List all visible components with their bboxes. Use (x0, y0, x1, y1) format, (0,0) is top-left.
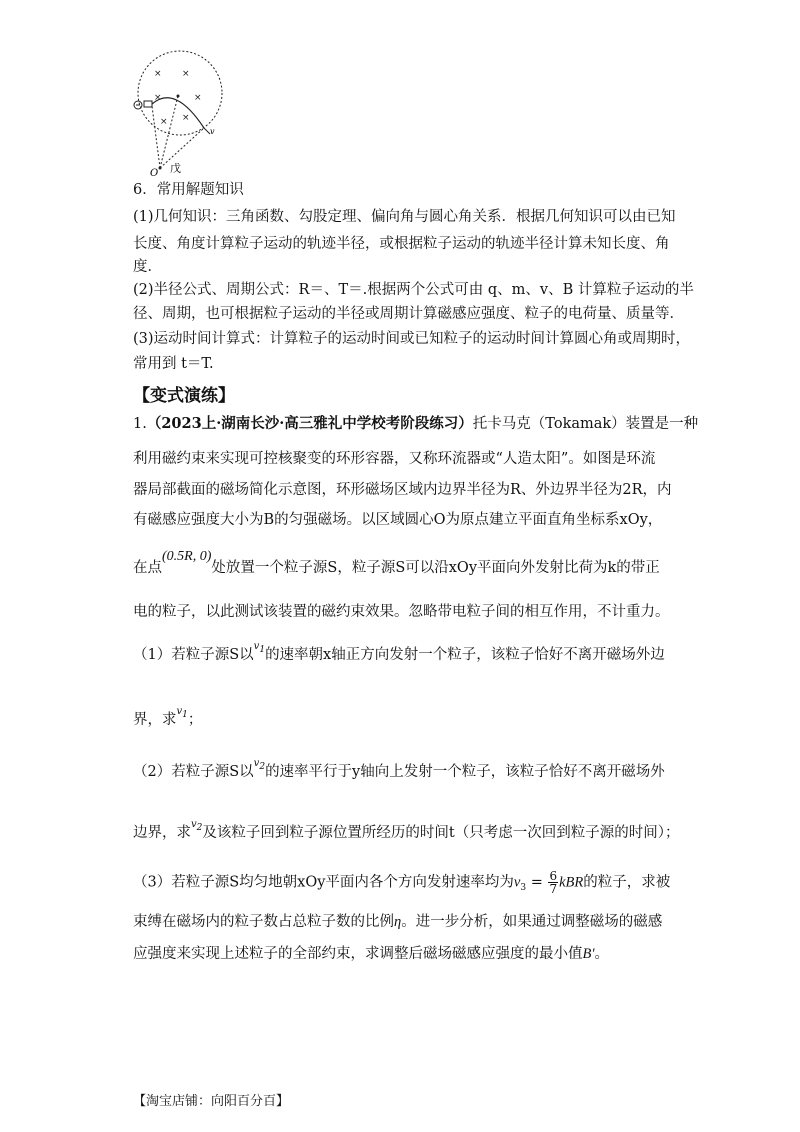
problem-line-5 (133, 549, 660, 579)
q3-fraction (548, 870, 558, 895)
q3-text-f: 。 (594, 946, 610, 962)
question-1-line-2 (133, 706, 203, 732)
question-3-line-1 (133, 870, 670, 895)
q1-v-symbol-2: v (176, 706, 183, 717)
q2-v2 (253, 758, 266, 772)
q1-v1 (253, 641, 266, 655)
q3-equals: = (526, 874, 548, 891)
section-6-p1a: (1)几何知识：三角函数、勾股定理、偏向角与圆心角关系．根据几何知识可以由已知 (133, 209, 676, 225)
svg-text:×: × (182, 69, 190, 79)
svg-text:×: × (154, 69, 162, 79)
q3-v-symbol: v (513, 874, 521, 891)
q2-v-sub-2: 2 (196, 823, 203, 833)
problem-line-6: 电的粒子，以此测试该装置的磁约束效果。忽略带电粒子间的相互作用，不计重力。 (133, 604, 670, 620)
problem-line-4: 有磁感应强度大小为B的匀强磁场。以区域圆心O为原点建立平面直角坐标系xOy， (133, 512, 663, 528)
q2-text-d: 及该粒子回到粒子源位置所经历的时间t（只考虑一次回到粒子源的时间）； (202, 825, 680, 841)
magnetic-field-figure (130, 48, 230, 178)
q2-text-b: 的速率平行于y轴向上发射一个粒子，该粒子恰好不离开磁场外 (265, 764, 665, 780)
q3-text-b: 的粒子，求被 (583, 874, 671, 891)
q2-v-sub: 2 (259, 762, 266, 772)
source-point: (0.5R, 0) (162, 549, 212, 564)
practice-heading: 【变式演练】 (133, 386, 235, 406)
section-6-title: 6．常用解题知识 (133, 182, 244, 198)
q3-eta: η (394, 914, 402, 930)
svg-text:×: × (160, 117, 168, 127)
q1-v1-ask (176, 706, 188, 720)
section-6-p1b: 长度、角度计算粒子运动的轨迹半径，或根据粒子运动的轨迹半径计算未知长度、角 (133, 236, 670, 252)
question-3-line-2 (133, 912, 662, 932)
origin-label: O (150, 168, 159, 178)
q2-v-symbol: v (253, 758, 260, 769)
problem-text-5a: 在点 (133, 560, 162, 576)
problem-line-1 (133, 414, 698, 434)
q1-text-d: ； (187, 712, 203, 728)
q1-v-sub: 1 (259, 645, 266, 655)
q2-text-c: 边界，求 (133, 825, 191, 841)
q2-v-symbol-2: v (191, 819, 197, 830)
footer-shop-label: 【淘宝店铺：向阳百分百】 (133, 1094, 290, 1109)
q3-bprime: B′ (582, 946, 595, 962)
q3-denominator: 7 (549, 882, 558, 896)
svg-text:×: × (182, 113, 190, 123)
question-1-line-1 (133, 641, 665, 667)
q3-text-d: 。进一步分析，如果通过调整磁场的磁感 (401, 914, 663, 930)
problem-text-5b: 处放置一个粒子源S，粒子源S可以沿xOy平面向外发射比荷为k的带正 (211, 560, 660, 576)
q3-text-c: 束缚在磁场内的粒子数占总粒子数的比例 (133, 914, 394, 930)
q1-text-c: 界，求 (133, 712, 177, 728)
section-6-p3a: (3)运动时间计算式：计算粒子的运动时间或已知粒子的运动时间计算圆心角或周期时， (133, 331, 691, 347)
section-6-p2b: 径、周期，也可根据粒子运动的半径或周期计算磁感应强度、粒子的电荷量、质量等． (133, 306, 684, 322)
q2-v2-ask (191, 819, 203, 833)
section-6-p2a: (2)半径公式、周期公式：R＝、T＝.根据两个公式可由 q、m、v、B 计算粒子运动的半 (133, 282, 694, 298)
problem-text-1: 托卡马克（Tokamak）装置是一种 (472, 416, 699, 432)
problem-source: （2023上·湖南长沙·高三雅礼中学校考阶段练习） (146, 415, 473, 432)
q1-v-symbol: v (253, 641, 260, 652)
problem-line-2: 利用磁约束来实现可控核聚变的环形容器，又称环流器或“人造太阳”。如图是环流 (133, 451, 656, 467)
svg-text:×: × (194, 93, 202, 103)
svg-text:×: × (154, 93, 162, 103)
q3-v-sub: 3 (520, 882, 527, 893)
q3-text-a: （3）若粒子源S均匀地朝xOy平面内各个方向发射速率均为 (133, 874, 514, 891)
section-6-p1c: 度． (133, 259, 162, 275)
q2-text-a: （2）若粒子源S以 (133, 764, 254, 780)
q1-text-b: 的速率朝x轴正方向发射一个粒子，该粒子恰好不离开磁场外边 (265, 647, 665, 663)
problem-line-3: 器局部截面的磁场简化示意图，环形磁场区域内边界半径为R、外边界半径为2R，内 (133, 482, 672, 498)
q3-numerator: 6 (549, 869, 558, 883)
question-3-line-3 (133, 944, 609, 964)
q3-text-e: 应强度来实现上述粒子的全部约束，求调整后磁场磁感应强度的最小值 (133, 946, 583, 962)
velocity-label: v (210, 127, 215, 136)
question-2-line-1 (133, 758, 665, 784)
problem-number: 1. (133, 416, 147, 432)
question-2-line-2 (133, 819, 680, 845)
q1-v-sub-2: 1 (182, 710, 188, 720)
q3-kbr: kBR (559, 874, 584, 891)
figure-caption: 戊 (170, 162, 181, 175)
q1-text-a: （1）若粒子源S以 (133, 647, 254, 663)
section-6-p3b: 常用到 t＝T. (133, 356, 214, 372)
